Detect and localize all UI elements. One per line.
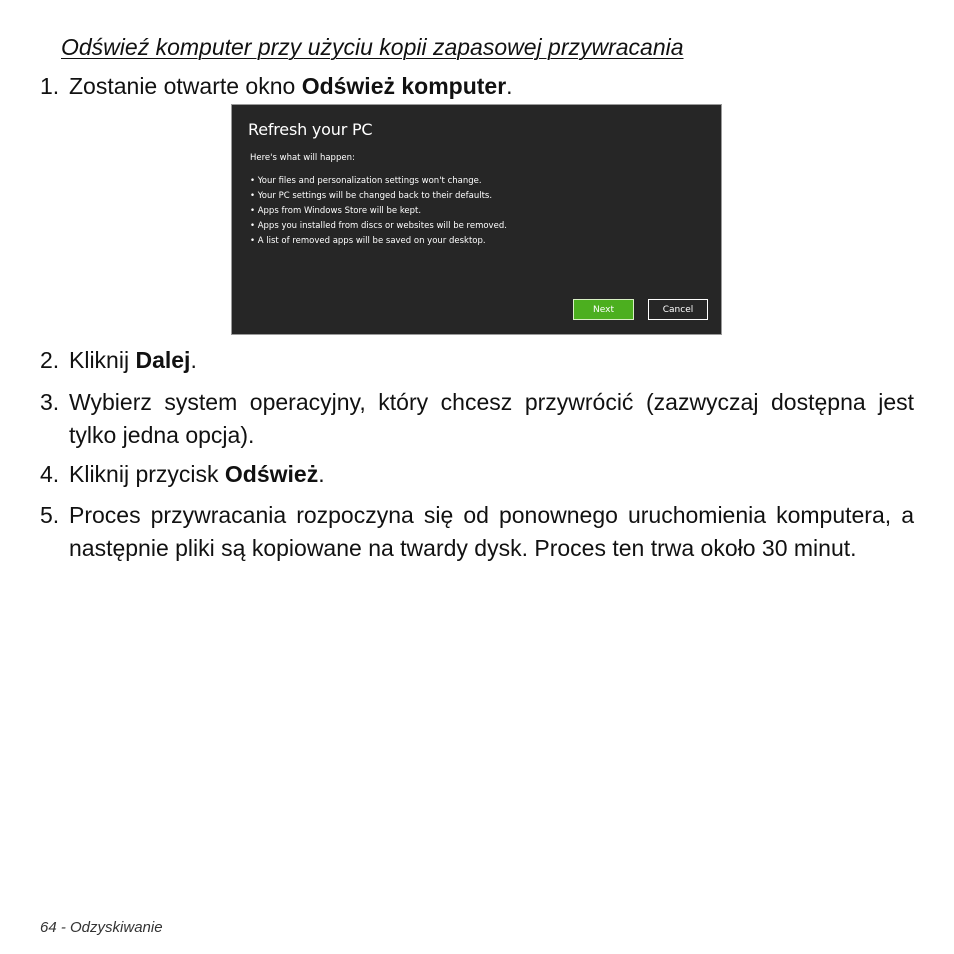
step-text: Wybierz system operacyjny, który chcesz przywrócić (zazwyczaj dostępna jest tylko jedna opcja). <box>69 389 914 448</box>
next-button[interactable]: Next <box>573 299 634 320</box>
list-item: • Your PC settings will be changed back to their defaults. <box>250 189 507 204</box>
page-footer: 64 - Odzyskiwanie <box>40 919 163 936</box>
step-3 <box>40 386 914 452</box>
list-item: • Your files and personalization settings won't change. <box>250 174 507 189</box>
step-text-plain: Kliknij <box>69 347 136 373</box>
step-text-plain: . <box>190 347 197 373</box>
step-text-plain: . <box>506 73 513 99</box>
step-number: 1. <box>40 73 60 99</box>
step-text-bold: Dalej <box>135 347 191 373</box>
step-1 <box>40 70 914 103</box>
step-text-plain: Zostanie otwarte okno <box>69 73 302 99</box>
section-heading: Odświeź komputer przy użyciu kopii zapasowej przywracania <box>61 34 684 60</box>
refresh-pc-screenshot <box>231 104 722 335</box>
step-5 <box>40 499 914 565</box>
refresh-pc-title: Refresh your PC <box>248 120 373 139</box>
list-item: • Apps you installed from discs or websites will be removed. <box>250 219 507 234</box>
refresh-pc-intro: Here's what will happen: <box>250 153 355 163</box>
list-item: • A list of removed apps will be saved on your desktop. <box>250 234 507 249</box>
step-4 <box>40 458 914 491</box>
list-item: • Apps from Windows Store will be kept. <box>250 204 507 219</box>
step-number: 4. <box>40 461 60 487</box>
step-text: Proces przywracania rozpoczyna się od ponownego uruchomienia komputera, a następnie pliki są kopiowane na twardy dysk. Proces ten trwa około 30 minut. <box>69 502 914 561</box>
step-number: 3. <box>40 389 60 415</box>
refresh-pc-list <box>250 174 507 249</box>
step-text <box>69 458 914 491</box>
step-text-plain: Kliknij przycisk <box>69 461 225 487</box>
step-number: 5. <box>40 502 60 528</box>
step-number: 2. <box>40 347 60 373</box>
step-2 <box>40 344 914 377</box>
step-text <box>69 70 914 103</box>
step-text-bold: Odśwież komputer <box>301 73 507 99</box>
step-text <box>69 344 914 377</box>
cancel-button[interactable]: Cancel <box>648 299 708 320</box>
step-text-bold: Odśwież <box>224 461 319 487</box>
step-text-plain: . <box>318 461 325 487</box>
